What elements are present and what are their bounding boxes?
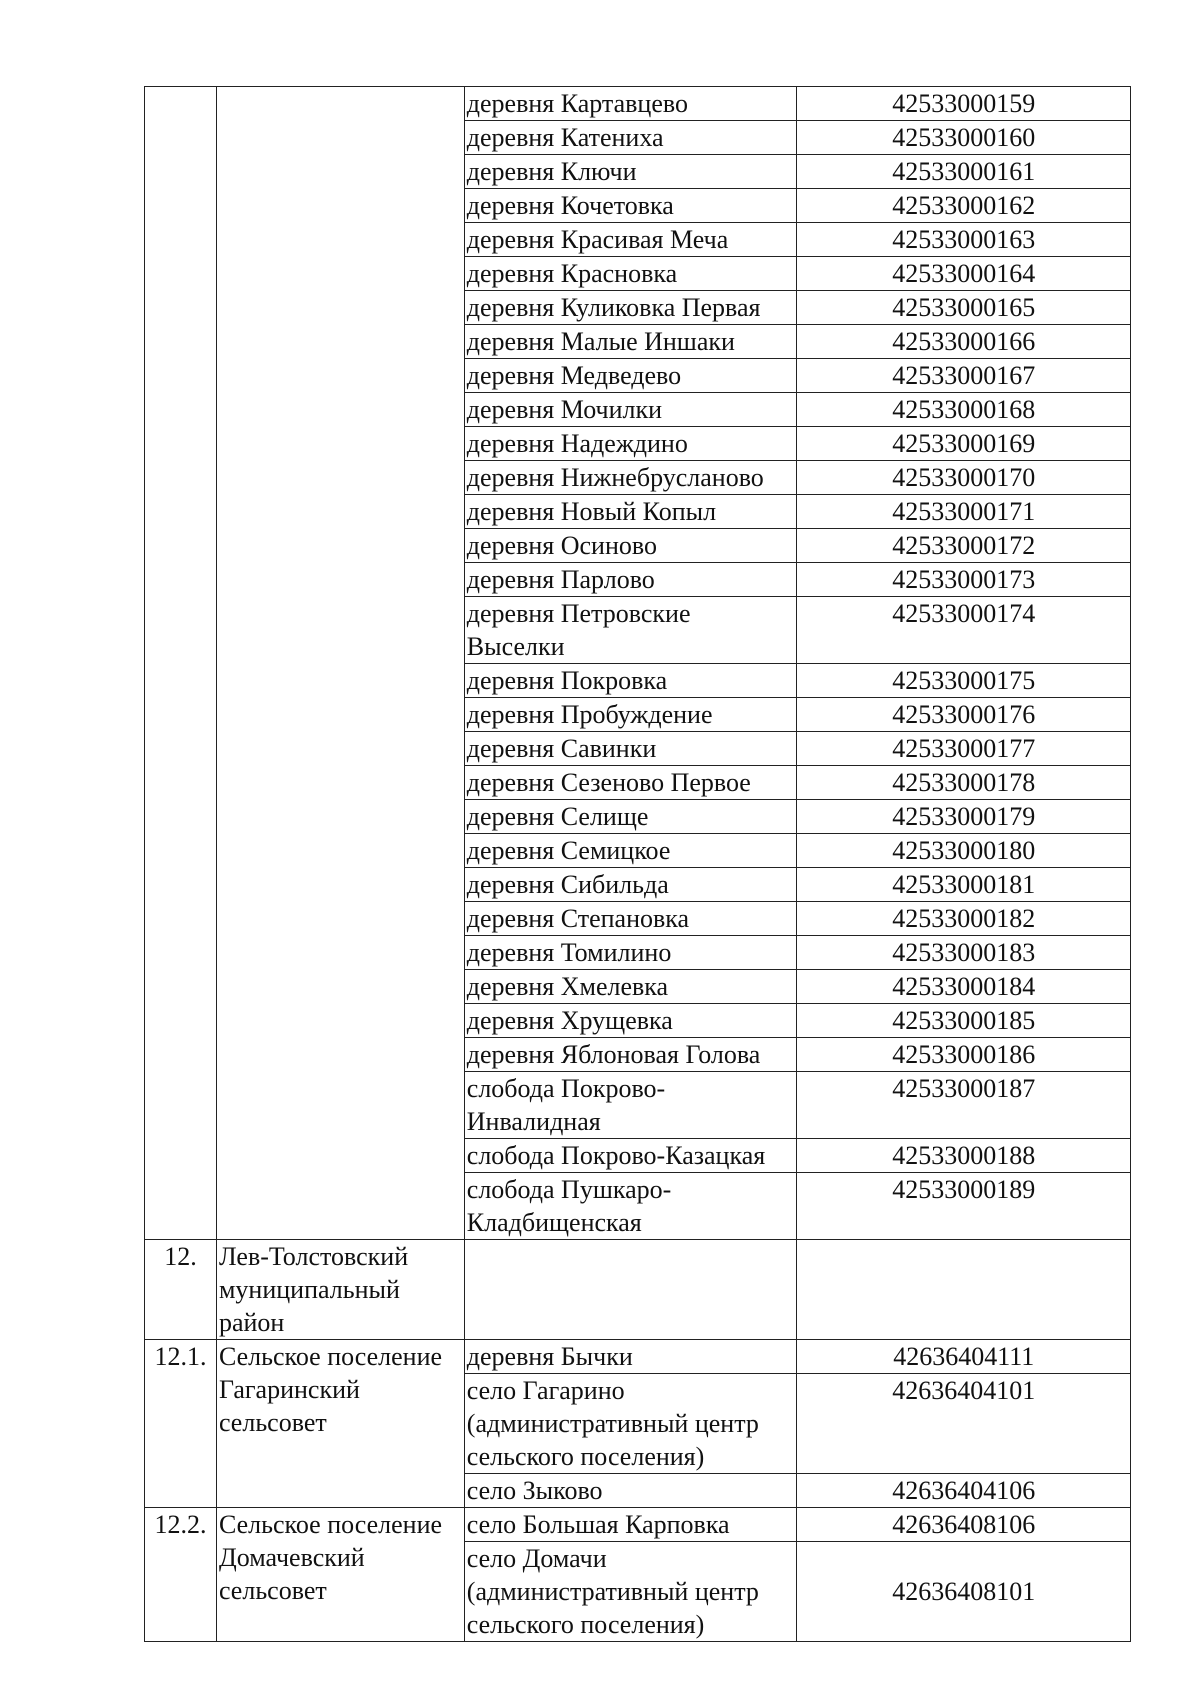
oktmo-code: 42533000177 <box>797 732 1131 766</box>
settlement-name: деревня Катениха <box>464 121 797 155</box>
settlement-name: деревня Осиново <box>464 529 797 563</box>
settlement-name: слобода Пушкаро- Кладбищенская <box>464 1173 797 1240</box>
oktmo-code: 42533000179 <box>797 800 1131 834</box>
oktmo-code: 42533000175 <box>797 664 1131 698</box>
district-row <box>145 1240 1131 1340</box>
oktmo-code: 42533000164 <box>797 257 1131 291</box>
settlement-name: деревня Бычки <box>464 1340 797 1374</box>
oktmo-code: 42533000169 <box>797 427 1131 461</box>
oktmo-code: 42533000159 <box>797 87 1131 121</box>
settlement-name: деревня Хмелевка <box>464 970 797 1004</box>
oktmo-code: 42636408106 <box>797 1508 1131 1542</box>
settlement-name: деревня Медведево <box>464 359 797 393</box>
settlement-name: деревня Покровка <box>464 664 797 698</box>
settlement-name: деревня Ключи <box>464 155 797 189</box>
subdivision-name: Сельское поселение Гагаринский сельсовет <box>216 1340 464 1508</box>
oktmo-code: 42533000180 <box>797 834 1131 868</box>
settlement-name: деревня Красновка <box>464 257 797 291</box>
oktmo-code: 42533000173 <box>797 563 1131 597</box>
oktmo-code: 42533000181 <box>797 868 1131 902</box>
oktmo-code: 42533000182 <box>797 902 1131 936</box>
table-row <box>145 1340 1131 1374</box>
settlement-name: деревня Нижнебрусланово <box>464 461 797 495</box>
empty-settlement-cell <box>464 1240 797 1340</box>
table-row <box>145 1508 1131 1542</box>
settlement-name: деревня Надеждино <box>464 427 797 461</box>
subdivision-name: Сельское поселение Домачевский сельсовет <box>216 1508 464 1642</box>
settlement-name: деревня Сезеново Первое <box>464 766 797 800</box>
oktmo-code: 42533000171 <box>797 495 1131 529</box>
oktmo-code: 42533000189 <box>797 1173 1131 1240</box>
settlement-name: деревня Парлово <box>464 563 797 597</box>
oktmo-code: 42533000160 <box>797 121 1131 155</box>
settlement-name: деревня Селище <box>464 800 797 834</box>
oktmo-code: 42533000174 <box>797 597 1131 664</box>
subdivision-number: 12.1. <box>145 1340 217 1508</box>
settlement-name: деревня Малые Иншаки <box>464 325 797 359</box>
district-name: Лев-Толстовский муниципальный район <box>216 1240 464 1340</box>
oktmo-code: 42533000176 <box>797 698 1131 732</box>
oktmo-code: 42533000170 <box>797 461 1131 495</box>
oktmo-code: 42636408101 <box>797 1542 1131 1642</box>
oktmo-code: 42533000184 <box>797 970 1131 1004</box>
settlement-name: слобода Покрово- Инвалидная <box>464 1072 797 1139</box>
settlement-name: село Зыково <box>464 1474 797 1508</box>
settlement-name: деревня Кочетовка <box>464 189 797 223</box>
settlement-name: село Домачи (административный центр сельского поселения) <box>464 1542 797 1642</box>
oktmo-code: 42533000162 <box>797 189 1131 223</box>
settlement-name: деревня Семицкое <box>464 834 797 868</box>
oktmo-code: 42533000166 <box>797 325 1131 359</box>
settlements-table <box>144 86 1131 1642</box>
settlement-name: деревня Яблоновая Голова <box>464 1038 797 1072</box>
table-body <box>145 87 1131 1642</box>
settlement-name: деревня Савинки <box>464 732 797 766</box>
oktmo-code: 42533000178 <box>797 766 1131 800</box>
empty-number-cell <box>145 87 217 1240</box>
settlement-name: деревня Куликовка Первая <box>464 291 797 325</box>
settlement-name: деревня Новый Копыл <box>464 495 797 529</box>
district-number: 12. <box>145 1240 217 1340</box>
settlement-name: деревня Картавцево <box>464 87 797 121</box>
subdivision-number: 12.2. <box>145 1508 217 1642</box>
oktmo-code: 42533000183 <box>797 936 1131 970</box>
settlement-name: деревня Красивая Меча <box>464 223 797 257</box>
oktmo-code: 42636404101 <box>797 1374 1131 1474</box>
oktmo-code: 42533000186 <box>797 1038 1131 1072</box>
oktmo-code: 42533000161 <box>797 155 1131 189</box>
oktmo-code: 42533000165 <box>797 291 1131 325</box>
oktmo-code: 42636404106 <box>797 1474 1131 1508</box>
settlement-name: село Большая Карповка <box>464 1508 797 1542</box>
empty-code-cell <box>797 1240 1131 1340</box>
oktmo-code: 42533000168 <box>797 393 1131 427</box>
table-row <box>145 87 1131 121</box>
settlement-name: деревня Степановка <box>464 902 797 936</box>
empty-unit-cell <box>216 87 464 1240</box>
oktmo-code: 42533000188 <box>797 1139 1131 1173</box>
settlement-name: деревня Мочилки <box>464 393 797 427</box>
oktmo-code: 42636404111 <box>797 1340 1131 1374</box>
settlement-name: деревня Хрущевка <box>464 1004 797 1038</box>
settlement-name: деревня Пробуждение <box>464 698 797 732</box>
settlement-name: деревня Сибильда <box>464 868 797 902</box>
settlement-name: деревня Томилино <box>464 936 797 970</box>
oktmo-code: 42533000163 <box>797 223 1131 257</box>
oktmo-code: 42533000172 <box>797 529 1131 563</box>
oktmo-code: 42533000167 <box>797 359 1131 393</box>
oktmo-code: 42533000185 <box>797 1004 1131 1038</box>
settlement-name: деревня Петровские Выселки <box>464 597 797 664</box>
oktmo-code: 42533000187 <box>797 1072 1131 1139</box>
settlement-name: село Гагарино (административный центр сельского поселения) <box>464 1374 797 1474</box>
settlement-name: слобода Покрово-Казацкая <box>464 1139 797 1173</box>
